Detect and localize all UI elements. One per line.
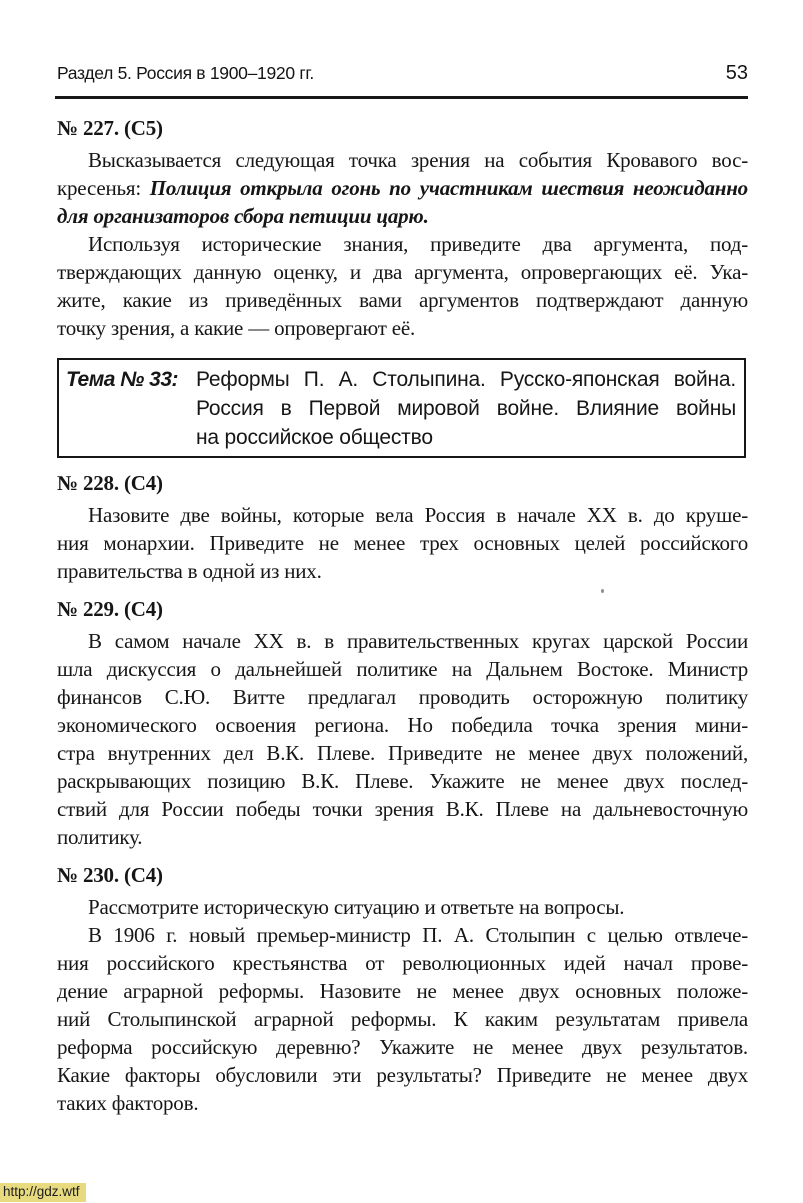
text-line bbox=[196, 394, 736, 423]
body-text: таких факторов. bbox=[57, 1091, 199, 1115]
paragraph bbox=[57, 146, 748, 230]
page-content bbox=[57, 108, 748, 1117]
body-text: правительства в одной из них. bbox=[57, 559, 322, 583]
body-text: раскрывающих позицию В.К. Плеве. Укажите не менее двух послед- bbox=[57, 769, 748, 793]
quoted-viewpoint-text: Полиция открыла огонь по участникам шествия неожиданно bbox=[149, 176, 748, 200]
text-line bbox=[57, 1005, 748, 1033]
text-line bbox=[57, 314, 748, 342]
body-text: шла дискуссия о дальнейшей политике на Дальнем Востоке. Министр bbox=[57, 657, 748, 681]
body-text: стра внутренних дел В.К. Плеве. Приведите не менее двух положений, bbox=[57, 741, 748, 765]
body-text: Реформы П. А. Столыпина. Русско-японская война. bbox=[196, 368, 736, 391]
body-text: экономического освоения региона. Но победила точка зрения мини- bbox=[57, 713, 748, 737]
text-line bbox=[57, 921, 748, 949]
body-text: реформа российскую деревню? Укажите не менее двух результатов. bbox=[57, 1035, 748, 1059]
theme-title bbox=[196, 365, 736, 452]
paragraph bbox=[57, 627, 748, 851]
text-line bbox=[57, 230, 748, 258]
section-title: Раздел 5. Россия в 1900–1920 гг. bbox=[57, 63, 314, 83]
text-line bbox=[57, 258, 748, 286]
page-header bbox=[57, 62, 748, 85]
text-line bbox=[57, 174, 748, 202]
body-text: точку зрения, а какие — опровергают её. bbox=[57, 316, 416, 340]
text-line bbox=[57, 683, 748, 711]
paragraph bbox=[57, 230, 748, 342]
watermark-url: http://gdz.wtf bbox=[0, 1183, 86, 1202]
text-line bbox=[196, 423, 736, 452]
body-text: Высказывается следующая точка зрения на события Кровавого вос- bbox=[88, 148, 748, 172]
text-line bbox=[57, 795, 748, 823]
question-heading: № 228. (С4) bbox=[57, 471, 163, 495]
text-line bbox=[57, 627, 748, 655]
text-line bbox=[57, 977, 748, 1005]
paragraph bbox=[57, 501, 748, 585]
text-line bbox=[57, 767, 748, 795]
text-line bbox=[57, 949, 748, 977]
question-heading: № 227. (С5) bbox=[57, 116, 163, 140]
theme-label: Тема № 33: bbox=[66, 368, 179, 391]
text-line bbox=[57, 711, 748, 739]
body-text: Используя исторические знания, приведите два аргумента, под- bbox=[88, 232, 748, 256]
text-line bbox=[57, 1089, 748, 1117]
text-line bbox=[57, 202, 748, 230]
body-text: тверждающих данную оценку, и два аргумента, опровергающих её. Ука- bbox=[57, 260, 748, 284]
page-number: 53 bbox=[725, 62, 748, 84]
theme-box bbox=[57, 358, 746, 458]
text-line bbox=[57, 286, 748, 314]
body-text: ния российского крестьянства от революционных идей начал прове- bbox=[57, 951, 748, 975]
text-line bbox=[57, 655, 748, 683]
scan-speck bbox=[601, 589, 604, 593]
body-text: ния монархии. Приведите не менее трех основных целей российского bbox=[57, 531, 748, 555]
body-text: на российское общество bbox=[196, 426, 433, 449]
body-text: политику. bbox=[57, 825, 143, 849]
text-line bbox=[57, 1061, 748, 1089]
body-text: Назовите две войны, которые вела Россия в начале XX в. до круше- bbox=[88, 503, 748, 527]
text-line bbox=[57, 501, 748, 529]
body-text: ний Столыпинской аграрной реформы. К каким результатам привела bbox=[57, 1007, 748, 1031]
body-text: Рассмотрите историческую ситуацию и ответьте на вопросы. bbox=[88, 895, 625, 919]
header-rule bbox=[55, 96, 748, 99]
question-heading: № 229. (С4) bbox=[57, 597, 163, 621]
text-line bbox=[196, 365, 736, 394]
text-line bbox=[57, 823, 748, 851]
text-line bbox=[57, 529, 748, 557]
body-text: кресенья: bbox=[57, 176, 150, 200]
question-heading: № 230. (С4) bbox=[57, 863, 163, 887]
body-text: В самом начале XX в. в правительственных кругах царской России bbox=[88, 629, 748, 653]
body-text: Россия в Первой мировой войне. Влияние войны bbox=[196, 397, 736, 420]
paragraph bbox=[57, 921, 748, 1117]
body-text: финансов С.Ю. Витте предлагал проводить осторожную политику bbox=[57, 685, 748, 709]
quoted-viewpoint-text: для организаторов сбора петиции царю. bbox=[57, 204, 429, 228]
paragraph bbox=[57, 893, 748, 921]
text-line bbox=[57, 739, 748, 767]
body-text: Какие факторы обусловили эти результаты? Приведите не менее двух bbox=[57, 1063, 748, 1087]
text-line bbox=[57, 893, 748, 921]
body-text: ствий для России победы точки зрения В.К. Плеве на дальневосточную bbox=[57, 797, 748, 821]
text-line bbox=[57, 557, 748, 585]
text-line bbox=[57, 1033, 748, 1061]
text-line bbox=[57, 146, 748, 174]
body-text: В 1906 г. новый премьер-министр П. А. Столыпин с целью отвлече- bbox=[88, 923, 748, 947]
body-text: жите, какие из приведённых вами аргументов подтверждают данную bbox=[57, 288, 748, 312]
body-text: дение аграрной реформы. Назовите не менее двух основных положе- bbox=[57, 979, 748, 1003]
